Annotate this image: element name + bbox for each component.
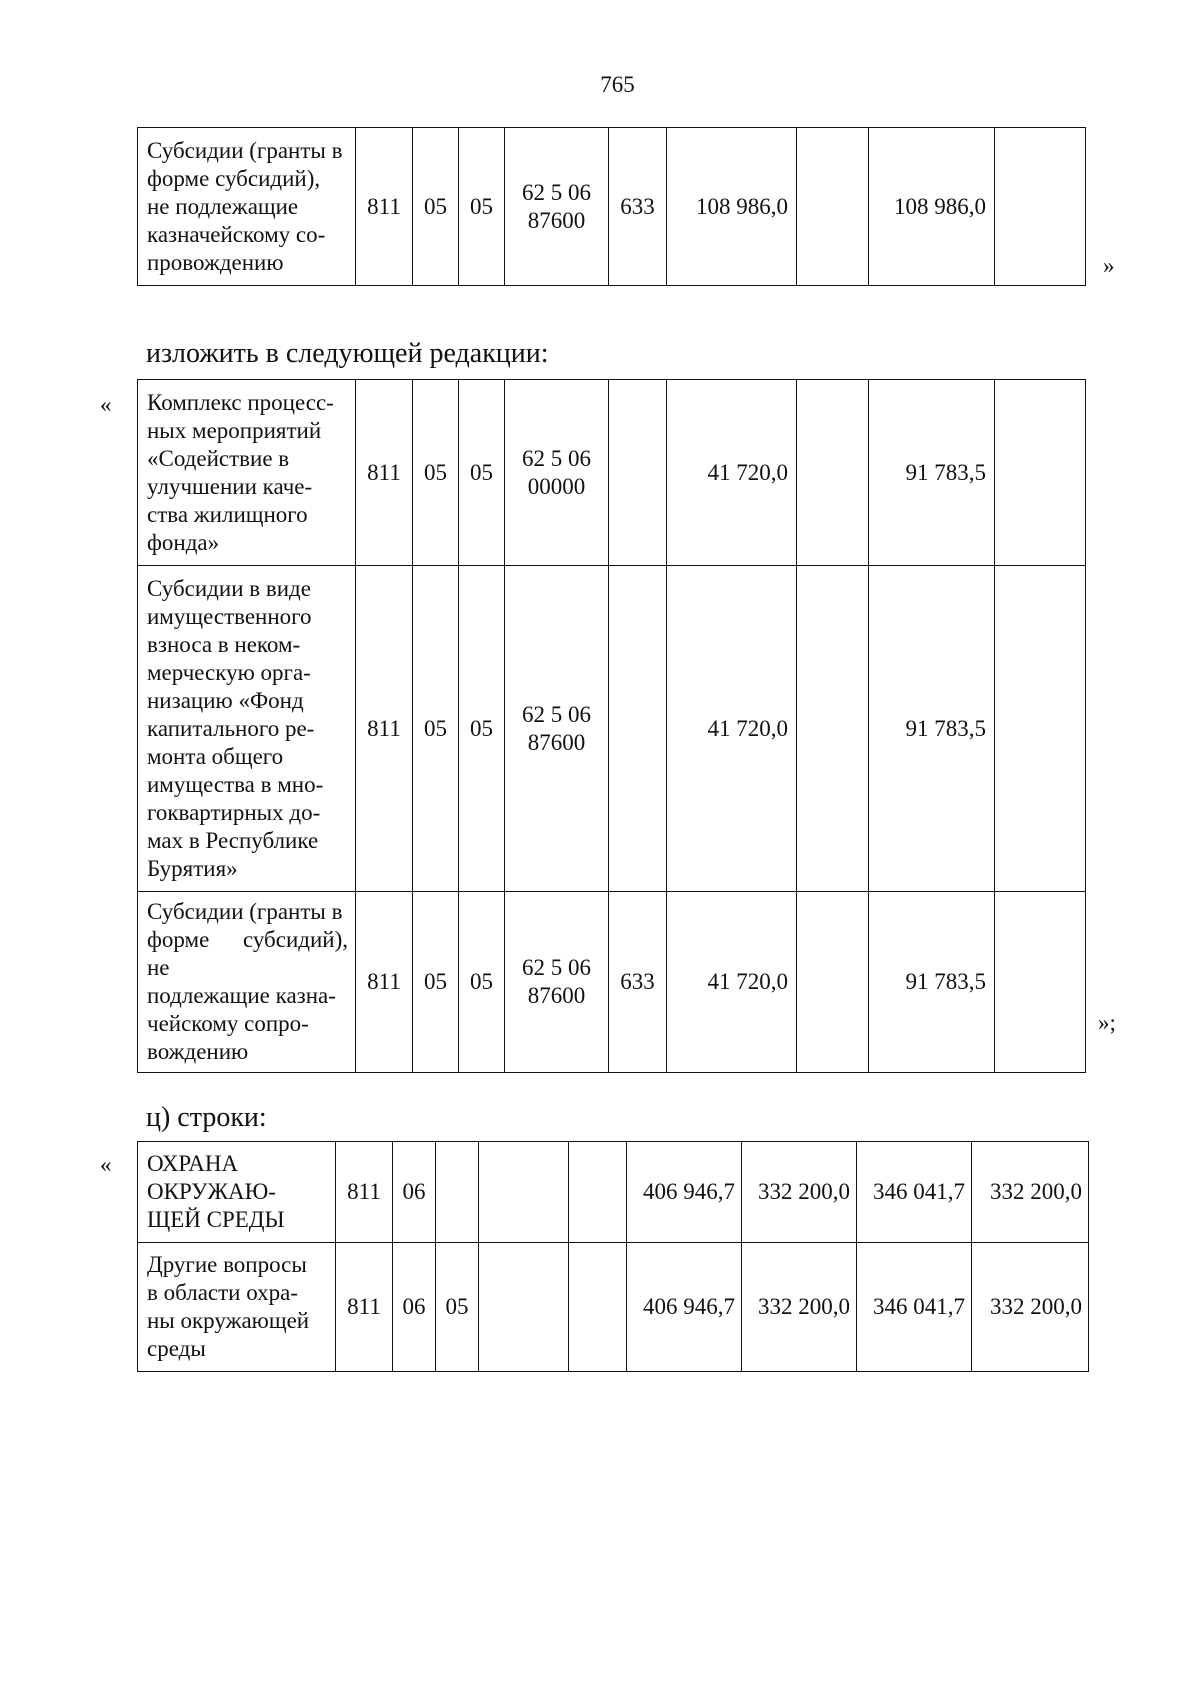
- description-line: имущественного: [147, 603, 312, 629]
- description-line: Комплекс процесс-: [147, 389, 334, 415]
- description-line: форме субсидий),: [147, 165, 321, 191]
- description-line: в области охра-: [147, 1280, 299, 1305]
- cell-sum1: 41 720,0: [667, 380, 797, 566]
- table-row: [138, 380, 1086, 566]
- cell-vr: 633: [609, 892, 667, 1073]
- table-row: [138, 892, 1086, 1073]
- close-quote: »: [1103, 253, 1115, 278]
- description-line: низацию «Фонд: [147, 687, 304, 713]
- description-line: ных мероприятий: [147, 417, 322, 443]
- cell-sum4: [995, 128, 1086, 286]
- budget-table-new-rows: [137, 379, 1086, 1073]
- cell-gr: 811: [356, 892, 413, 1073]
- description-line: Субсидии (гранты в: [147, 137, 343, 163]
- budget-table-old-rows: [137, 127, 1086, 286]
- description-line: форме субсидий), не: [147, 927, 348, 980]
- cell-gr: 811: [356, 128, 413, 286]
- csr-line: 00000: [527, 473, 586, 499]
- description-line: вождению: [147, 1039, 249, 1064]
- cell-csr: [505, 566, 609, 892]
- cell-pr: 05: [459, 128, 505, 286]
- csr-line: 87600: [527, 983, 586, 1008]
- csr-line: 87600: [527, 207, 586, 233]
- description-line: имущества в мно-: [147, 771, 324, 797]
- cell-vr: [569, 1142, 627, 1243]
- cell-gr: 811: [356, 380, 413, 566]
- cell-rz: 05: [413, 380, 459, 566]
- csr-line: 87600: [527, 729, 586, 755]
- cell-sum3: 91 783,5: [869, 566, 995, 892]
- description-line: ства жилищного: [147, 501, 308, 527]
- description-line: ОХРАНА: [147, 1151, 239, 1176]
- cell-rz: 06: [393, 1243, 436, 1372]
- csr-line: 62 5 06: [522, 955, 591, 980]
- budget-table-environment: [137, 1141, 1089, 1372]
- cell-gr: 811: [356, 566, 413, 892]
- cell-sum4: [995, 380, 1086, 566]
- description-line: Субсидии в виде: [147, 575, 311, 601]
- cell-sum1: 406 946,7: [627, 1142, 742, 1243]
- description-line: Другие вопросы: [147, 1252, 307, 1277]
- cell-sum4: [995, 892, 1086, 1073]
- cell-sum3: 91 783,5: [869, 380, 995, 566]
- row-description: [138, 128, 356, 286]
- cell-csr: [479, 1243, 569, 1372]
- csr-line: 62 5 06: [522, 445, 591, 471]
- cell-sum2: [797, 892, 869, 1073]
- cell-gr: 811: [336, 1142, 393, 1243]
- cell-sum1: 406 946,7: [627, 1243, 742, 1372]
- row-description: [138, 1142, 336, 1243]
- description-line: провождению: [147, 249, 284, 275]
- cell-csr: [505, 128, 609, 286]
- cell-gr: 811: [336, 1243, 393, 1372]
- description-line: Бурятия»: [147, 855, 238, 881]
- description-line: казначейскому со-: [147, 221, 326, 247]
- cell-sum1: 41 720,0: [667, 566, 797, 892]
- description-line: капитального ре-: [147, 715, 315, 741]
- cell-sum2: [797, 566, 869, 892]
- description-line: мерческую орга-: [147, 659, 311, 685]
- row-description: [138, 1243, 336, 1372]
- description-line: ЩЕЙ СРЕДЫ: [147, 1207, 285, 1232]
- csr-line: 62 5 06: [522, 701, 591, 727]
- description-line: взноса в неком-: [147, 631, 301, 657]
- cell-vr: [569, 1243, 627, 1372]
- cell-pr: 05: [459, 566, 505, 892]
- cell-pr: 05: [459, 892, 505, 1073]
- cell-sum3: 346 041,7: [857, 1243, 972, 1372]
- table-row: [138, 1243, 1089, 1372]
- cell-vr: [609, 380, 667, 566]
- page-number: 765: [600, 72, 635, 97]
- section-heading: ц) строки:: [146, 1102, 267, 1133]
- cell-sum4: 332 200,0: [972, 1243, 1089, 1372]
- cell-sum1: 108 986,0: [667, 128, 797, 286]
- table-row: [138, 1142, 1089, 1243]
- cell-sum3: 91 783,5: [869, 892, 995, 1073]
- row-description: [138, 566, 356, 892]
- csr-line: 62 5 06: [522, 179, 591, 205]
- open-quote: «: [100, 1152, 112, 1177]
- cell-sum3: 346 041,7: [857, 1142, 972, 1243]
- description-line: Субсидии (гранты в: [147, 899, 343, 924]
- cell-csr: [505, 380, 609, 566]
- description-line: чейскому сопро-: [147, 1011, 309, 1036]
- cell-sum3: 108 986,0: [869, 128, 995, 286]
- description-line: «Содействие в: [147, 445, 290, 471]
- cell-rz: 05: [413, 566, 459, 892]
- cell-sum2: 332 200,0: [742, 1142, 857, 1243]
- cell-csr: [505, 892, 609, 1073]
- cell-pr: 05: [436, 1243, 479, 1372]
- cell-pr: 05: [459, 380, 505, 566]
- cell-vr: [609, 566, 667, 892]
- cell-sum2: [797, 128, 869, 286]
- description-line: мах в Республике: [147, 827, 319, 853]
- open-quote: «: [100, 392, 112, 417]
- description-line: фонда»: [147, 529, 220, 555]
- description-line: не подлежащие: [147, 193, 299, 219]
- description-line: среды: [147, 1336, 206, 1361]
- cell-sum4: [995, 566, 1086, 892]
- table-row: [138, 128, 1086, 286]
- description-line: гоквартирных до-: [147, 799, 321, 825]
- cell-rz: 05: [413, 892, 459, 1073]
- description-line: подлежащие казна-: [147, 983, 336, 1008]
- cell-csr: [479, 1142, 569, 1243]
- cell-sum4: 332 200,0: [972, 1142, 1089, 1243]
- instruction-heading: изложить в следующей редакции:: [146, 338, 549, 369]
- close-quote: »;: [1098, 1010, 1116, 1035]
- table-row: [138, 566, 1086, 892]
- row-description: [138, 892, 356, 1073]
- description-line: ОКРУЖАЮ-: [147, 1179, 276, 1204]
- cell-sum2: 332 200,0: [742, 1243, 857, 1372]
- cell-vr: 633: [609, 128, 667, 286]
- cell-rz: 05: [413, 128, 459, 286]
- cell-pr: [436, 1142, 479, 1243]
- description-line: монта общего: [147, 743, 284, 769]
- cell-sum1: 41 720,0: [667, 892, 797, 1073]
- cell-sum2: [797, 380, 869, 566]
- row-description: [138, 380, 356, 566]
- description-line: ны окружающей: [147, 1308, 310, 1333]
- description-line: улучшении каче-: [147, 473, 313, 499]
- cell-rz: 06: [393, 1142, 436, 1243]
